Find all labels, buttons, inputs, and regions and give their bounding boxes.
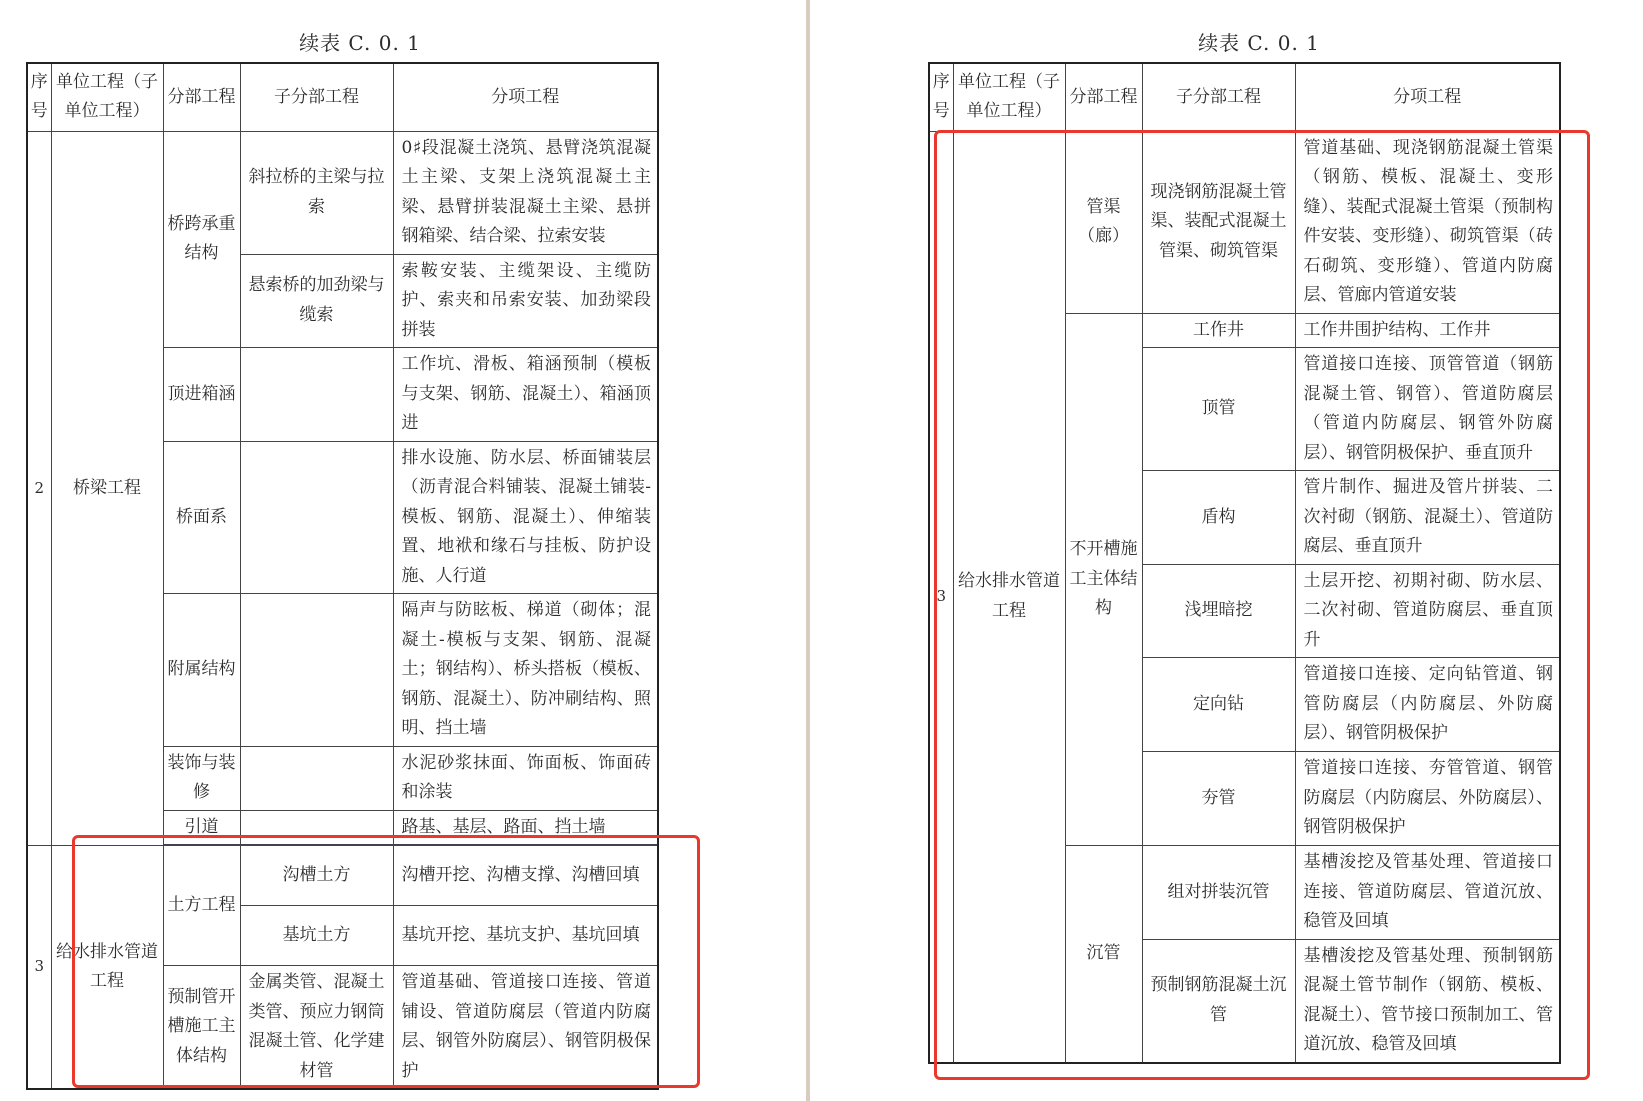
seq-cell: 3: [929, 131, 953, 1063]
header-unit: 单位工程（子单位工程）: [51, 63, 163, 131]
subpart-cell: [240, 348, 393, 442]
seq-cell: 3: [27, 846, 51, 1090]
subpart-cell: [240, 594, 393, 747]
subpart-cell: 现浇钢筋混凝土管渠、装配式混凝土管渠、砌筑管渠: [1142, 131, 1295, 313]
subpart-cell: 悬索桥的加劲梁与缆索: [240, 254, 393, 348]
subpart-cell: 斜拉桥的主梁与拉索: [240, 131, 393, 254]
table-row: [929, 131, 1560, 313]
item-cell: 水泥砂浆抹面、饰面板、饰面砖和涂装: [393, 746, 658, 810]
item-cell: 基槽浚挖及管基处理、预制钢筋混凝土管节制作（钢筋、模板、混凝土）、管节接口预制加工、管道沉放、稳管及回填: [1295, 939, 1560, 1063]
division-table: [26, 62, 659, 1090]
item-cell: 工作井围护结构、工作井: [1295, 313, 1560, 348]
subpart-cell: [240, 810, 393, 845]
item-cell: 管片制作、掘进及管片拼装、二次衬砌（钢筋、混凝土）、管道防腐层、垂直顶升: [1295, 471, 1560, 565]
item-cell: 管道接口连接、定向钻管道、钢管防腐层（内防腐层、外防腐层）、钢管阴极保护: [1295, 658, 1560, 752]
left-page: [26, 0, 694, 1090]
subpart-cell: 浅埋暗挖: [1142, 564, 1295, 658]
part-cell: 土方工程: [163, 846, 240, 966]
part-cell: 引道: [163, 810, 240, 845]
table-row: [27, 131, 658, 254]
seq-cell: 2: [27, 131, 51, 846]
subpart-cell: [240, 441, 393, 594]
table-caption: 续表 C. 0. 1: [1198, 31, 1320, 55]
subpart-cell: 工作井: [1142, 313, 1295, 348]
item-cell: 管道接口连接、顶管管道（钢筋混凝土管、钢管）、管道防腐层（管道内防腐层、钢管外防腐层）、钢管阴极保护、垂直顶升: [1295, 348, 1560, 471]
header-row: [929, 63, 1560, 131]
division-table: [928, 62, 1561, 1064]
item-cell: 管道基础、现浇钢筋混凝土管渠（钢筋、模板、混凝土、变形缝）、装配式混凝土管渠（预制构件安装、变形缝）、砌筑管渠（砖石砌筑、变形缝）、管道内防腐层、管廊内管道安装: [1295, 131, 1560, 313]
unit-cell: 给水排水管道工程: [953, 131, 1065, 1063]
item-cell: 排水设施、防水层、桥面铺装层（沥青混合料铺装、混凝土铺装-模板、钢筋、混凝土）、伸缩装置、地袱和缘石与挂板、防护设施、人行道: [393, 441, 658, 594]
table-caption: 续表 C. 0. 1: [299, 31, 421, 55]
item-cell: 基坑开挖、基坑支护、基坑回填: [393, 906, 658, 966]
item-cell: 沟槽开挖、沟槽支撑、沟槽回填: [393, 846, 658, 906]
page-divider: [806, 0, 810, 1101]
item-cell: 工作坑、滑板、箱涵预制（模板与支架、钢筋、混凝土）、箱涵顶进: [393, 348, 658, 442]
subpart-cell: 沟槽土方: [240, 846, 393, 906]
part-cell: 装饰与装修: [163, 746, 240, 810]
subpart-cell: 预制钢筋混凝土沉管: [1142, 939, 1295, 1063]
part-cell: 沉管: [1065, 846, 1142, 1063]
right-page: [928, 0, 1590, 1064]
part-cell: 管渠（廊）: [1065, 131, 1142, 313]
subpart-cell: 盾构: [1142, 471, 1295, 565]
item-cell: 隔声与防眩板、梯道（砌体；混凝土-模板与支架、钢筋、混凝土；钢结构）、桥头搭板（模板、钢筋、混凝土）、防冲刷结构、照明、挡土墙: [393, 594, 658, 747]
subpart-cell: 基坑土方: [240, 906, 393, 966]
header-item: 分项工程: [1295, 63, 1560, 131]
subpart-cell: 金属类管、混凝土类管、预应力钢筒混凝土管、化学建材管: [240, 966, 393, 1090]
part-cell: 附属结构: [163, 594, 240, 747]
part-cell: 顶进箱涵: [163, 348, 240, 442]
part-cell: 桥跨承重结构: [163, 131, 240, 348]
header-subpart: 子分部工程: [1142, 63, 1295, 131]
item-cell: 管道接口连接、夯管管道、钢管防腐层（内防腐层、外防腐层）、钢管阴极保护: [1295, 752, 1560, 846]
part-cell: 预制管开槽施工主体结构: [163, 966, 240, 1090]
header-row: [27, 63, 658, 131]
item-cell: 基槽浚挖及管基处理、管道接口连接、管道防腐层、管道沉放、稳管及回填: [1295, 846, 1560, 940]
header-unit: 单位工程（子单位工程）: [953, 63, 1065, 131]
part-cell: 不开槽施工主体结构: [1065, 313, 1142, 846]
header-part: 分部工程: [1065, 63, 1142, 131]
unit-cell: 桥梁工程: [51, 131, 163, 846]
header-item: 分项工程: [393, 63, 658, 131]
item-cell: 土层开挖、初期衬砌、防水层、二次衬砌、管道防腐层、垂直顶升: [1295, 564, 1560, 658]
subpart-cell: 夯管: [1142, 752, 1295, 846]
table-row: [27, 846, 658, 906]
subpart-cell: 顶管: [1142, 348, 1295, 471]
item-cell: 管道基础、管道接口连接、管道铺设、管道防腐层（管道内防腐层、钢管外防腐层）、钢管阴极保护: [393, 966, 658, 1090]
item-cell: 路基、基层、路面、挡土墙: [393, 810, 658, 845]
header-seq: 序号: [929, 63, 953, 131]
item-cell: 索鞍安装、主缆架设、主缆防护、索夹和吊索安装、加劲梁段拼装: [393, 254, 658, 348]
subpart-cell: [240, 746, 393, 810]
subpart-cell: 组对拼装沉管: [1142, 846, 1295, 940]
header-part: 分部工程: [163, 63, 240, 131]
header-subpart: 子分部工程: [240, 63, 393, 131]
subpart-cell: 定向钻: [1142, 658, 1295, 752]
part-cell: 桥面系: [163, 441, 240, 594]
unit-cell: 给水排水管道工程: [51, 846, 163, 1090]
item-cell: 0♯段混凝土浇筑、悬臂浇筑混凝土主梁、支架上浇筑混凝土主梁、悬臂拼装混凝土主梁、悬拼钢箱梁、结合梁、拉索安装: [393, 131, 658, 254]
header-seq: 序号: [27, 63, 51, 131]
